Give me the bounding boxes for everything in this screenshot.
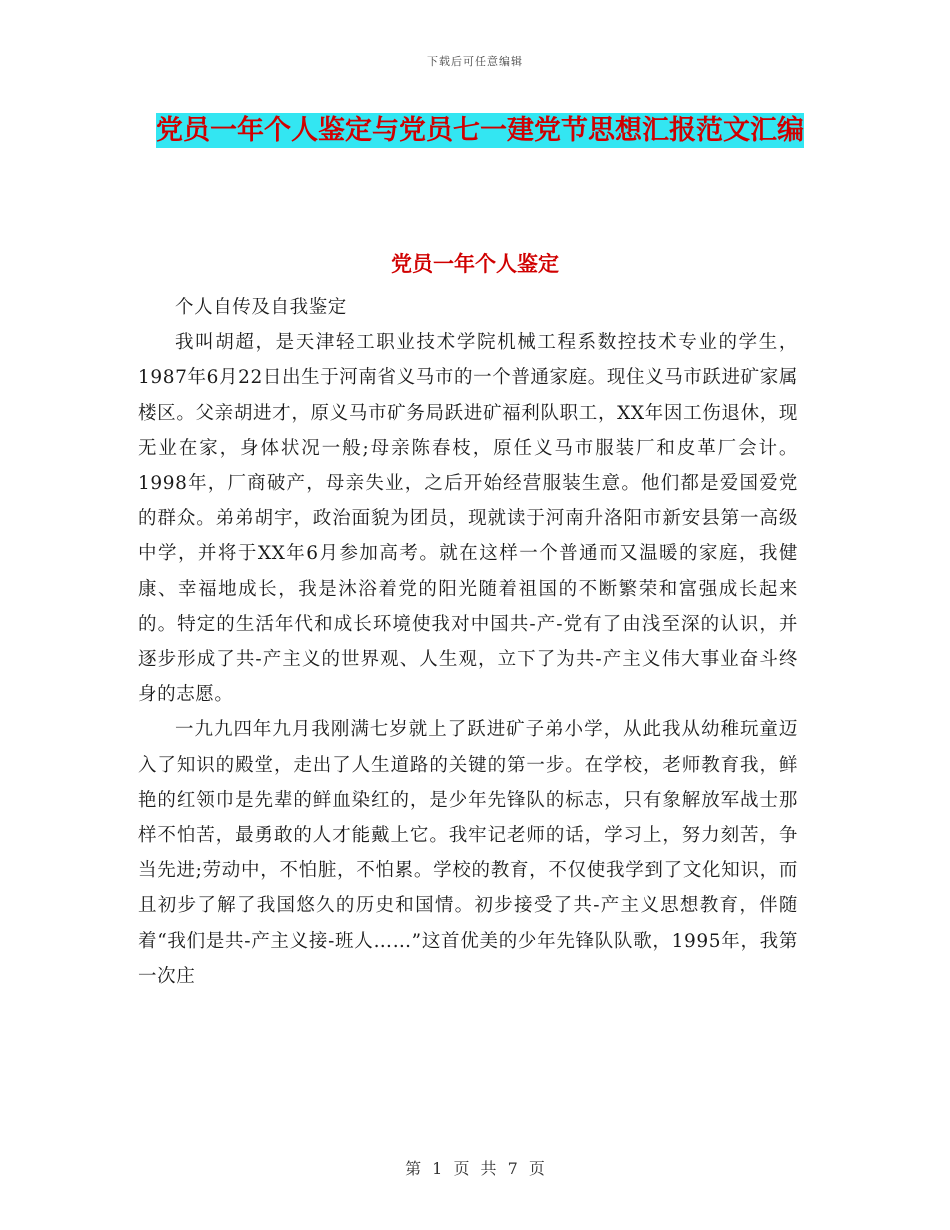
body-text [138,290,798,994]
document-title-text: 党员一年个人鉴定与党员七一建党节思想汇报范文汇编 [156,115,804,146]
document-title [130,108,830,154]
page-number: 第 1 页 共 7 页 [405,1159,545,1178]
paragraph: 我叫胡超，是天津轻工职业技术学院机械工程系数控技术专业的学生， 1987年6月22日出生于河南省义马市的一个普通家庭。现住义马市跃进矿家属楼区。父亲胡进才，原义马市矿务局跃进矿福利队职工，XX年因工伤退休，现无业在家，身体状况一般;母亲陈春枝，原任义马市服装厂和皮革厂会计。1998年，厂商破产，母亲失业，之后开始经营服装生意。他们都是爱国爱党的群众。弟弟胡宇，政治面貌为团员，现就读于河南升洛阳市新安县第一高级中学，并将于XX年6月参加高考。就在这样一个普通而又温暖的家庭，我健康、幸福地成长，我是沐浴着党的阳光随着祖国的不断繁荣和富强成长起来的。特定的生活年代和成长环境使我对中国共-产-党有了由浅至深的认识，并逐步形成了共-产主义的世界观、人生观，立下了为共-产主义伟大事业奋斗终身的志愿。 [138,332,798,706]
header-note: 下载后可任意编辑 [427,55,523,68]
section-title: 党员一年个人鉴定 [391,252,559,276]
paragraph: 一九九四年九月我刚满七岁就上了跃进矿子弟小学，从此我从幼稚玩童迈入了知识的殿堂，走出了人生道路的关键的第一步。在学校，老师教育我，鲜艳的红领巾是先辈的鲜血染红的，是少年先锋队的标志，只有象解放军战士那样不怕苦，最勇敢的人才能戴上它。我牢记老师的话，学习上，努力刻苦，争当先进;劳动中，不怕脏，不怕累。学校的教育，不仅使我学到了文化知识，而且初步了解了我国悠久的历史和国情。初步接受了共-产主义思想教育，伴随着“我们是共-产主义接-班人……”这首优美的少年先锋队队歌，1995年，我第一次庄 [138,719,798,987]
paragraph-heading: 个人自传及自我鉴定 [175,297,347,318]
